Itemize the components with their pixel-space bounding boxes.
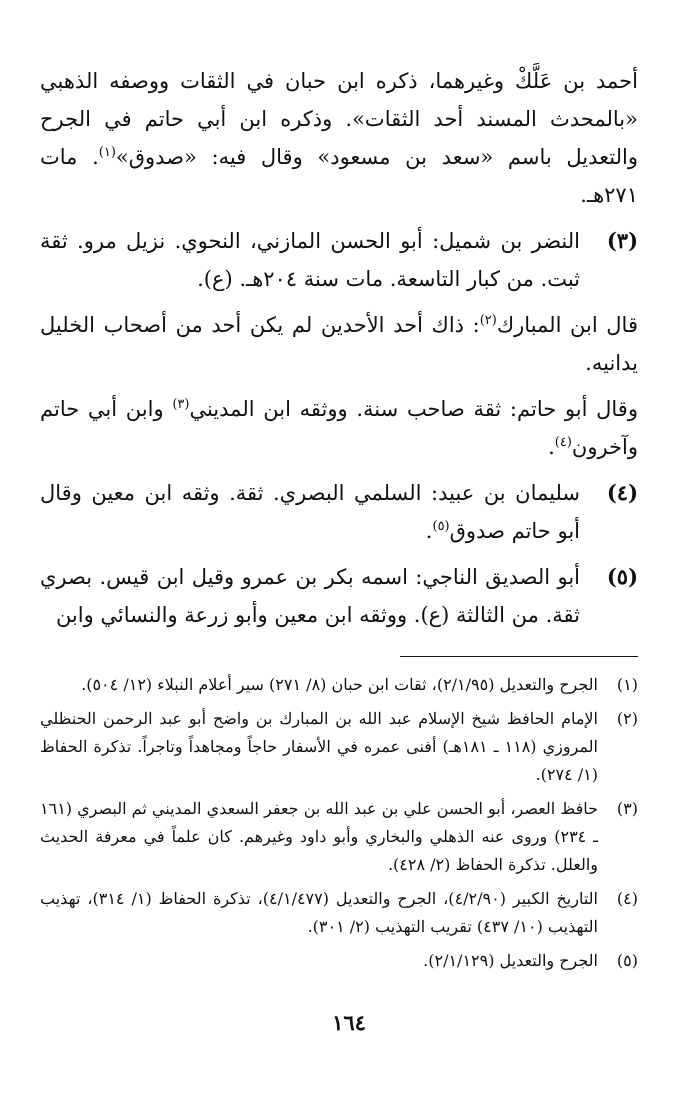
footnote-text: حافظ العصر، أبو الحسن علي بن عبد الله بن جعفر السعدي المديني ثم البصري (١٦١ ـ ٢٣٤) وروى عنه الذهلي والبخاري وأبو داود وغيرهم. كان علماً في معرفة الحديث والعلل. تذكرة الحفاظ (٢/ ٤٢٨). — [40, 799, 598, 874]
entry-text-5: أبو الصديق الناجي: اسمه بكر بن عمرو وقيل ابن قيس. بصري ثقة. من الثالثة (ع). ووثقه ابن معين وأبو زرعة والنسائي وابن — [40, 565, 580, 627]
mubarak-text: قال ابن المبارك — [496, 313, 638, 337]
footnote-1 — [40, 671, 638, 699]
footnote-text: التاريخ الكبير (٤/٢/٩٠)، الجرح والتعديل (٤/١/٤٧٧)، تذكرة الحفاظ (١/ ٣١٤)، تهذيب التهذيب (١٠/ ٤٣٧) تقريب التهذيب (٢/ ٣٠١). — [40, 889, 598, 936]
mubarak-text-end: : ذاك أحد الأحدين لم يكن أحد من أصحاب الخليل يدانيه. — [40, 313, 638, 375]
page-number: ١٦٤ — [332, 1010, 366, 1035]
entry-number-4: (٤) — [606, 480, 638, 505]
footnote-number: (١) — [616, 675, 638, 694]
footnote-ref-1[interactable]: (١) — [98, 145, 116, 160]
footnote-5 — [40, 947, 638, 975]
entry-3 — [40, 222, 638, 298]
footnote-number: (٤) — [616, 889, 638, 908]
footnote-ref-3[interactable]: (٣) — [172, 397, 190, 412]
footnote-text: الجرح والتعديل (٢/١/٩٥)، ثقات ابن حبان (٨/ ٢٧١) سير أعلام النبلاء (١٢/ ٥٠٤). — [81, 675, 598, 694]
entry-number-3: (٣) — [606, 228, 638, 253]
footnote-ref-2[interactable]: (٢) — [479, 313, 497, 328]
footnote-number: (٥) — [616, 951, 638, 970]
footnotes — [40, 671, 638, 975]
footnote-ref-4[interactable]: (٤) — [554, 435, 572, 450]
paragraph-mubarak — [40, 306, 638, 382]
entry-text-3: النضر بن شميل: أبو الحسن المازني، النحوي. نزيل مرو. ثقة ثبت. من كبار التاسعة. مات سنة ٢٠٤هـ. (ع). — [40, 229, 580, 291]
abu-hatim-text-mid: وابن أبي حاتم وآخرون — [40, 397, 638, 459]
paragraph-abu-hatim — [40, 390, 638, 466]
abu-hatim-text-end: . — [548, 435, 555, 459]
entry-4 — [40, 474, 638, 550]
entry-5 — [40, 558, 638, 634]
intro-paragraph — [40, 62, 638, 214]
footnote-divider — [400, 656, 638, 657]
main-text — [40, 62, 638, 634]
entry-text-4-end: . — [425, 519, 433, 543]
entry-text-4: سليمان بن عبيد: السلمي البصري. ثقة. وثقه ابن معين وقال أبو حاتم صدوق — [40, 481, 580, 543]
footnote-2 — [40, 705, 638, 789]
footnote-4 — [40, 885, 638, 941]
footnote-text: الإمام الحافظ شيخ الإسلام عبد الله بن المبارك بن واضح أبو عبد الرحمن الحنظلي المروزي (١١٨ ـ ١٨١هـ) أفنى عمره في الأسفار حاجاً ومجاهداً وتاجراً. تذكرة الحفاظ (١/ ٢٧٤). — [40, 709, 598, 784]
footnote-ref-5[interactable]: (٥) — [432, 519, 450, 534]
footnote-number: (٢) — [616, 709, 638, 728]
page-body — [40, 62, 638, 981]
intro-text-end: . مات ٢٧١هـ. — [40, 145, 638, 207]
entry-number-5: (٥) — [606, 564, 638, 589]
intro-text: أحمد بن عَلَّكْ وغيرهما، ذكره ابن حبان في الثقات ووصفه الذهبي «بالمحدث المسند أحد الثقات». وذكره ابن أبي حاتم في الجرح والتعديل باسم «سعد بن مسعود» وقال فيه: «صدوق» — [40, 69, 638, 169]
footnote-text: الجرح والتعديل (٢/١/١٢٩). — [423, 951, 598, 970]
abu-hatim-text: وقال أبو حاتم: ثقة صاحب سنة. ووثقه ابن المديني — [189, 397, 638, 421]
footnote-number: (٣) — [616, 799, 638, 818]
footnote-3 — [40, 795, 638, 879]
